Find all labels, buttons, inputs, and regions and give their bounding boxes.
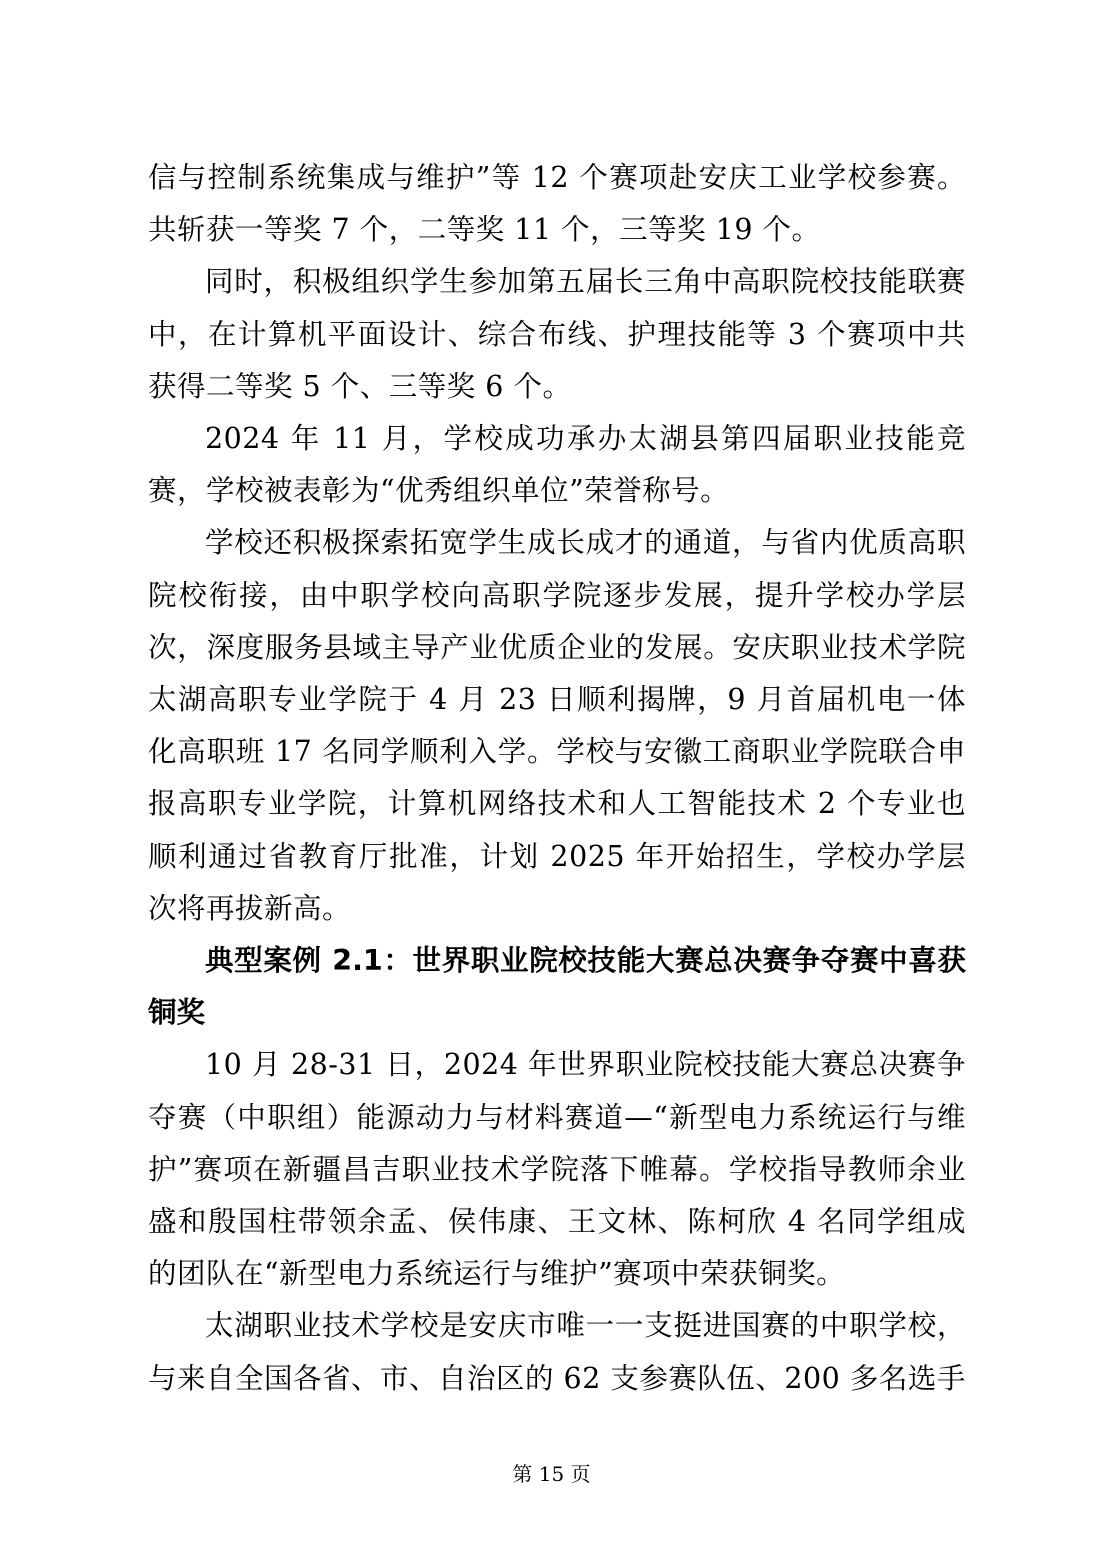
case-paragraph-bronze-award: 10 月 28-31 日，2024 年世界职业院校技能大赛总决赛争夺赛（中职组）能源动力与材料赛道—“新型电力系统运行与维护”赛项在新疆昌吉职业技术学院落下帷幕。学校指导教师余业盛和殷国柱带领余孟、侯伟康、王文林、陈柯欣 4 名同学组成的团队在“新型电力系统运行与维护”赛项中荣获铜奖。: [148, 1048, 966, 1291]
paragraph-higher-vocational: 学校还积极探索拓宽学生成长成才的通道，与省内优质高职院校衔接，由中职学校向高职学院逐步发展，提升学校办学层次，深度服务县域主导产业优质企业的发展。安庆职业技术学院太湖高职专业学院于 4 月 23 日顺利揭牌，9 月首届机电一体化高职班 17 名同学顺利入学。学校与安徽工商职业学院联合申报高职专业学院，计算机网络技术和人工智能技术 2 个专业也顺利通过省教育厅批准，计划 2025 年开始招生，学校办学层次将再拔新高。: [148, 526, 966, 925]
page-number: 第 15 页: [512, 1462, 591, 1486]
paragraph-continued: 信与控制系统集成与维护”等 12 个赛项赴安庆工业学校参赛。共斩获一等奖 7 个，二等奖 11 个，三等奖 19 个。: [148, 161, 966, 247]
paragraph-county-competition: 2024 年 11 月，学校成功承办太湖县第四届职业技能竞赛，学校被表彰为“优秀组织单位”荣誉称号。: [148, 422, 966, 508]
case-paragraph-national-final: 太湖职业技术学校是安庆市唯一一支挺进国赛的中职学校，与来自全国各省、市、自治区的 62 支参赛队伍、200 多名选手: [148, 1309, 966, 1395]
case-heading: 典型案例 2.1：世界职业院校技能大赛总决赛争夺赛中喜获铜奖: [148, 944, 966, 1030]
paragraph-yangtze-delta-league: 同时，积极组织学生参加第五届长三角中高职院校技能联赛中，在计算机平面设计、综合布线、护理技能等 3 个赛项中共获得二等奖 5 个、三等奖 6 个。: [148, 265, 966, 403]
document-body: [148, 152, 966, 1405]
